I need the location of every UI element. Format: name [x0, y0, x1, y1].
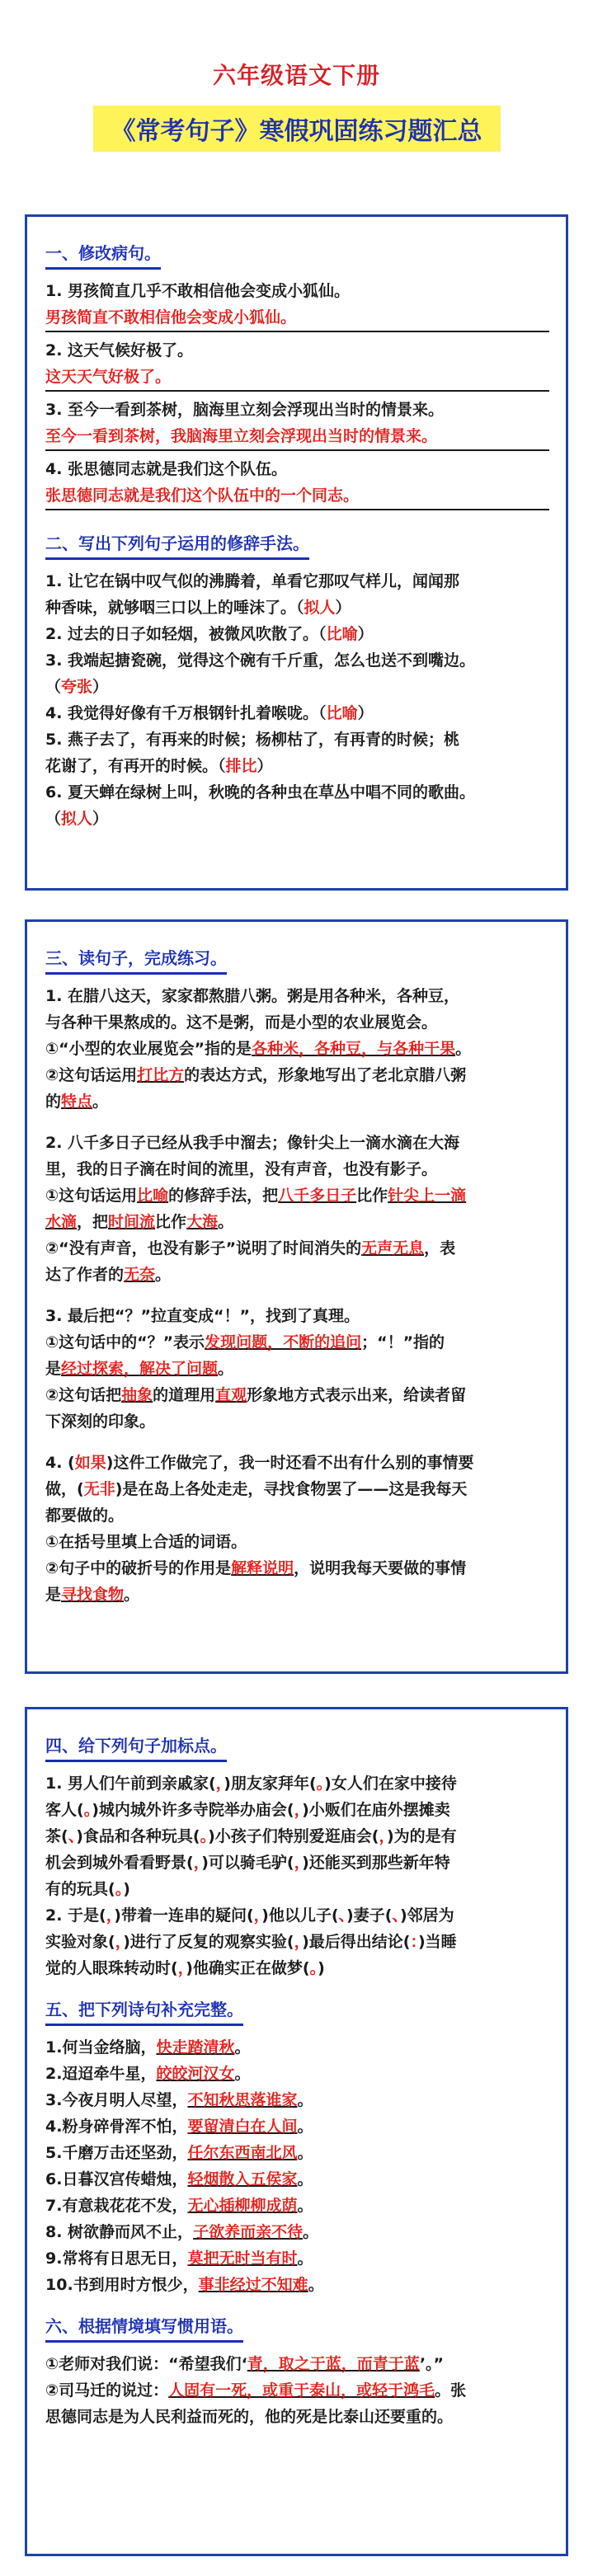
mark: 。	[316, 1775, 325, 1793]
text: ）	[256, 757, 273, 775]
answer-text: 针尖上一滴	[388, 1187, 467, 1205]
text: ①这句话中的“？”表示	[45, 1333, 205, 1351]
subtitle-wrap	[0, 106, 593, 152]
text: 的表达方式，形象地写出了老北京腊八粥	[184, 1066, 467, 1084]
poem-line: 2.迢迢牵牛星，	[45, 2065, 157, 2083]
answer-text: 各种米，各种豆，与各种干果	[252, 1040, 456, 1058]
section-title-punctuation: 四、给下列句子加标点。	[45, 1732, 227, 1762]
answer-text: 任尔东西南北风	[187, 2144, 298, 2162]
answer-text: 莫把无时当有时	[187, 2249, 298, 2268]
mark: ，	[115, 1933, 124, 1951]
section-title-rhetoric: 二、写出下列句子运用的修辞手法。	[45, 530, 309, 560]
answer-text: 夸张	[61, 678, 93, 696]
text: ②句子中的破折号的作用是	[45, 1559, 232, 1577]
section-title-reading: 三、读句子，完成练习。	[45, 945, 227, 975]
answer-text: 大海	[186, 1213, 219, 1231]
text: ）	[335, 599, 351, 617]
section-box-1	[25, 214, 568, 891]
text: 有的玩具(	[45, 1880, 115, 1898]
answer-text: 无奈	[124, 1266, 156, 1284]
question-text	[45, 674, 549, 700]
mark: 。	[83, 1801, 92, 1819]
paragraph	[45, 1555, 549, 1582]
answer-text: 比喻	[137, 1187, 169, 1205]
paragraph	[45, 1582, 549, 1608]
text: 的	[45, 1093, 62, 1111]
text: 机会到城外看看野景(	[45, 1854, 194, 1872]
poem-item	[45, 2087, 549, 2113]
paragraph: 与各种干果熬成的。这不是粥，而是小型的农业展览会。	[45, 1013, 438, 1032]
section-box-2	[25, 919, 568, 1674]
text: 的道理用	[153, 1386, 216, 1404]
text: 是	[45, 1586, 62, 1604]
text: 。	[124, 1586, 140, 1604]
poem-item	[45, 2113, 549, 2140]
poem-line: 3.今夜月明人尽望，	[45, 2091, 188, 2109]
answer-text: 快走踏清秋	[156, 2038, 235, 2057]
text: )小贩们在庙外摆摊卖	[302, 1801, 450, 1819]
question-text: 6. 夏天蝉在绿树上叫，秋晚的各种虫在草丛中唱不同的歌曲。	[45, 783, 476, 801]
text: 。	[92, 1093, 109, 1111]
text: ；“！”指的	[361, 1333, 445, 1351]
punct: 。	[308, 2276, 324, 2294]
text: 客人(	[45, 1801, 84, 1819]
text: )妻子(	[346, 1906, 393, 1925]
section-title-revise: 一、修改病句。	[45, 240, 161, 270]
text: ，说明我每天要做的事情	[294, 1559, 467, 1577]
poem-item	[45, 2140, 549, 2166]
text: )进行了反复的观察实验(	[123, 1933, 294, 1951]
paragraph	[45, 1850, 549, 1876]
paragraph: 1. 在腊八这天，家家都熬腊八粥。粥是用各种米，各种豆，	[45, 987, 460, 1005]
page	[0, 58, 593, 2576]
text: )食品和各种玩具(	[76, 1827, 200, 1845]
text: )邻居为	[399, 1906, 454, 1925]
answer-text: 无非	[83, 1480, 115, 1498]
answer-text: 比喻	[326, 625, 358, 643]
text: ）	[92, 810, 109, 828]
question-text	[45, 753, 549, 779]
mark: ，	[294, 1933, 303, 1951]
answer-text: 张思德同志就是我们这个队伍中的一个同志。	[45, 482, 549, 510]
text: ②这句话把	[45, 1386, 122, 1404]
paragraph: 都要做的。	[45, 1507, 125, 1525]
paragraph: 里，我的日子滴在时间的流里，没有声音，也没有影子。	[45, 1160, 438, 1178]
paragraph	[45, 1329, 549, 1356]
poem-list	[45, 2034, 549, 2298]
poem-item	[45, 2061, 549, 2087]
paragraph	[45, 1876, 549, 1902]
poem-line: 5.千磨万击还坚劲，	[45, 2144, 188, 2162]
paragraph: 3. 最后把“？”拉直变成“！”，找到了真理。	[45, 1307, 360, 1325]
answer-text: 寻找食物	[61, 1586, 125, 1604]
section-title-poems: 五、把下列诗句补充完整。	[45, 1996, 243, 2026]
text: ②这句话运用	[45, 1066, 138, 1084]
text: ，把	[77, 1213, 109, 1231]
text: ①老师对我们说：“希望我们‘	[45, 2355, 247, 2373]
text: )	[123, 1880, 130, 1898]
text: ，表	[424, 1239, 456, 1257]
text: 的修辞手法，把	[168, 1187, 279, 1205]
text: )还能买到那些新年特	[302, 1854, 450, 1872]
poem-line: 4.粉身碎骨浑不怕，	[45, 2118, 188, 2136]
text: 是	[45, 1360, 62, 1378]
paragraph	[45, 1062, 549, 1088]
answer-text: 拟人	[61, 810, 93, 828]
answer-text: 人固有一死，或重于泰山，或轻于鸿毛	[168, 2381, 435, 2400]
text: 觉的人眼珠转动时(	[45, 1959, 178, 1977]
mark: ，	[294, 1854, 303, 1872]
text: 4. 我觉得好像有千万根钢针扎着喉咙。（	[45, 704, 327, 722]
question-text: 3. 至今一看到茶树，脑海里立刻会浮现出当时的情景来。	[45, 401, 445, 419]
poem-item	[45, 2219, 549, 2245]
text: 1. 男人们午前到亲戚家(	[45, 1775, 216, 1793]
answer-text: 直观	[215, 1386, 247, 1404]
text: 4. (	[45, 1454, 75, 1472]
text: 。	[218, 1213, 234, 1231]
answer-text: 拟人	[304, 599, 336, 617]
question-text	[45, 595, 549, 621]
poem-item	[45, 2272, 549, 2298]
text: ②“没有声音，也没有影子”说明了时间消失的	[45, 1239, 362, 1257]
text: ②司马迁的说过：	[45, 2381, 169, 2400]
question-text: 2. 这天气候好极了。	[45, 341, 194, 360]
paragraph	[45, 1036, 549, 1062]
text: )朋友家拜年(	[224, 1775, 317, 1793]
mark: 、	[68, 1827, 77, 1845]
text: )带着一连串的疑问(	[114, 1906, 254, 1925]
question-text: 1. 让它在锅中叹气似的沸腾着，单看它那叹气样儿，闻闻那	[45, 572, 460, 590]
paragraph	[45, 2377, 549, 2404]
paragraph	[45, 1929, 549, 1955]
text: 形象地方式表示出来，给读者留	[247, 1386, 467, 1404]
paragraph	[45, 1182, 549, 1209]
text: 。	[155, 1266, 172, 1284]
answer-text: 抽象	[121, 1386, 153, 1404]
paragraph: 下深刻的印象。	[45, 1413, 156, 1431]
paragraph	[45, 1902, 549, 1929]
text: 2. 过去的日子如轻烟，被微风吹散了。（	[45, 625, 327, 643]
mark: 。	[115, 1880, 124, 1898]
text: )他确实正在做梦(	[186, 1959, 310, 1977]
section-box-3	[25, 1707, 568, 2556]
question-text: 5. 燕子去了，有再来的时候；杨柳枯了，有再青的时候；桃	[45, 731, 460, 749]
paragraph	[45, 1209, 549, 1235]
mark: ，	[177, 1959, 186, 1977]
answer-text: 时间流	[108, 1213, 156, 1231]
poem-line: 10.书到用时方恨少，	[45, 2276, 199, 2294]
answer-text: 不知秋思落谁家	[187, 2091, 298, 2109]
punct: 。	[303, 2223, 319, 2241]
text: )是在岛上各处走走，寻找食物罢了——这是我每天	[115, 1480, 468, 1498]
question-text: 1. 男孩简直几乎不敢相信他会变成小狐仙。	[45, 282, 351, 300]
mark: ，	[193, 1854, 202, 1872]
question-text: 3. 我端起搪瓷碗，觉得这个碗有千斤重，怎么也送不到嘴边。	[45, 651, 476, 670]
answer-text: 水滴	[45, 1213, 78, 1231]
punct: 。	[297, 2144, 313, 2162]
poem-line: 7.有意栽花花不发，	[45, 2197, 188, 2215]
text: 。张	[435, 2381, 467, 2400]
paragraph	[45, 1356, 549, 1382]
text: 。	[455, 1040, 472, 1058]
answer-text: 这天天气好极了。	[45, 364, 549, 392]
text: ）	[92, 678, 109, 696]
mark: 、	[392, 1906, 400, 1925]
paragraph	[45, 1235, 549, 1262]
text: )这件工作做完了，我一时还看不出有什么别的事情要	[106, 1454, 474, 1472]
poem-line: 1.何当金络脑，	[45, 2038, 157, 2057]
poem-item	[45, 2034, 549, 2061]
text: 实验对象(	[45, 1933, 115, 1951]
page-subtitle: 《常考句子》寒假巩固练习题汇总	[93, 106, 501, 152]
punct: 。	[234, 2065, 251, 2083]
paragraph	[45, 1770, 549, 1797]
page-title: 六年级语文下册	[212, 62, 380, 89]
paragraph	[45, 1262, 549, 1288]
mark: ，	[379, 1827, 387, 1845]
text: （	[45, 678, 62, 696]
answer-text: 无声无息	[361, 1239, 425, 1257]
answer-text: 如果	[74, 1454, 106, 1472]
text: 达了作者的	[45, 1266, 125, 1284]
text: 。	[218, 1360, 234, 1378]
answer-text: 比喻	[326, 704, 358, 722]
poem-item	[45, 2245, 549, 2272]
answer-text: 特点	[61, 1093, 93, 1111]
text: )	[318, 1959, 325, 1977]
paragraph	[45, 2351, 549, 2377]
paragraph	[45, 1476, 549, 1502]
answer-text: 排比	[225, 757, 257, 775]
paragraph	[45, 1088, 549, 1115]
poem-item	[45, 2193, 549, 2219]
paragraph	[45, 1955, 549, 1981]
mark: 。	[200, 1827, 209, 1845]
punct: 。	[297, 2249, 313, 2268]
poem-line: 8. 树欲静而风不止，	[45, 2223, 194, 2241]
answer-text: 皎皎河汉女	[156, 2065, 235, 2083]
answer-text: 发现问题，不断的追问	[205, 1333, 362, 1351]
paragraph: 2. 八千多日子已经从我手中溜去；像针尖上一滴水滴在大海	[45, 1134, 460, 1152]
punct: 。	[297, 2197, 313, 2215]
paragraph	[45, 1797, 549, 1823]
punct: 。	[297, 2091, 313, 2109]
answer-text: 要留清白在人间	[187, 2118, 298, 2136]
text: )小孩子们特别爱逛庙会(	[208, 1827, 379, 1845]
text: ’。”	[419, 2355, 445, 2373]
answer-text: 轻烟散入五侯家	[187, 2170, 298, 2188]
mark: ，	[106, 1906, 115, 1925]
answer-text: 青，取之于蓝，而青于蓝	[247, 2355, 420, 2373]
text: )城内城外许多寺院举办庙会(	[92, 1801, 294, 1819]
answer-text: 子欲养而亲不待	[193, 2223, 304, 2241]
text: 花谢了，有再开的时候。（	[45, 757, 226, 775]
punct: 。	[234, 2038, 251, 2057]
mark: ，	[294, 1801, 303, 1819]
question-text	[45, 621, 549, 647]
question-text	[45, 806, 549, 832]
paragraph	[45, 1823, 549, 1850]
text: 种香味，就够咽三口以上的唾沫了。（	[45, 599, 304, 617]
text: )可以骑毛驴(	[201, 1854, 294, 1872]
mark: ，	[253, 1906, 262, 1925]
mark: 、	[338, 1906, 347, 1925]
paragraph	[45, 1382, 549, 1408]
answer-text: 打比方	[137, 1066, 185, 1084]
text: )最后得出结论(	[302, 1933, 411, 1951]
answer-text: 事非经过不知难	[198, 2276, 308, 2294]
paragraph: ①在括号里填上合适的词语。	[45, 1533, 247, 1551]
mark: ：	[410, 1933, 418, 1951]
text: 比作	[155, 1213, 187, 1231]
answer-text: 经过探索，解决了问题	[61, 1360, 219, 1378]
answer-text: 八千多日子	[278, 1187, 357, 1205]
punct: 。	[297, 2118, 313, 2136]
poem-line: 9.常将有日思无日，	[45, 2249, 188, 2268]
text: 做，(	[45, 1480, 84, 1498]
paragraph: 思德同志是为人民利益而死的，他的死是比泰山还要重的。	[45, 2408, 454, 2426]
paragraph	[45, 1450, 549, 1476]
question-text	[45, 700, 549, 726]
section-title-idioms: 六、根据情境填写惯用语。	[45, 2313, 243, 2343]
text: 茶(	[45, 1827, 68, 1845]
text: ①“小型的农业展览会”指的是	[45, 1040, 252, 1058]
text: 2. 于是(	[45, 1906, 106, 1925]
mark: 。	[309, 1959, 318, 1977]
text: 比作	[356, 1187, 388, 1205]
answer-text: 男孩简直不敢相信他会变成小狐仙。	[45, 304, 549, 332]
punct: 。	[297, 2170, 313, 2188]
mark: ，	[215, 1775, 224, 1793]
text: ）	[357, 625, 374, 643]
poem-item	[45, 2166, 549, 2193]
text: )他以儿子(	[261, 1906, 339, 1925]
text: )当睡	[417, 1933, 457, 1951]
text: )为的是有	[386, 1827, 457, 1845]
answer-text: 至今一看到茶树，我脑海里立刻会浮现出当时的情景来。	[45, 423, 549, 451]
text: （	[45, 810, 62, 828]
text: ①这句话运用	[45, 1187, 138, 1205]
text: )女人们在家中接待	[324, 1775, 457, 1793]
answer-text: 解释说明	[231, 1559, 294, 1577]
text: ）	[357, 704, 374, 722]
poem-line: 6.日暮汉宫传蜡烛，	[45, 2170, 188, 2188]
question-text: 4. 张思德同志就是我们这个队伍。	[45, 460, 288, 478]
answer-text: 无心插柳柳成荫	[187, 2197, 298, 2215]
